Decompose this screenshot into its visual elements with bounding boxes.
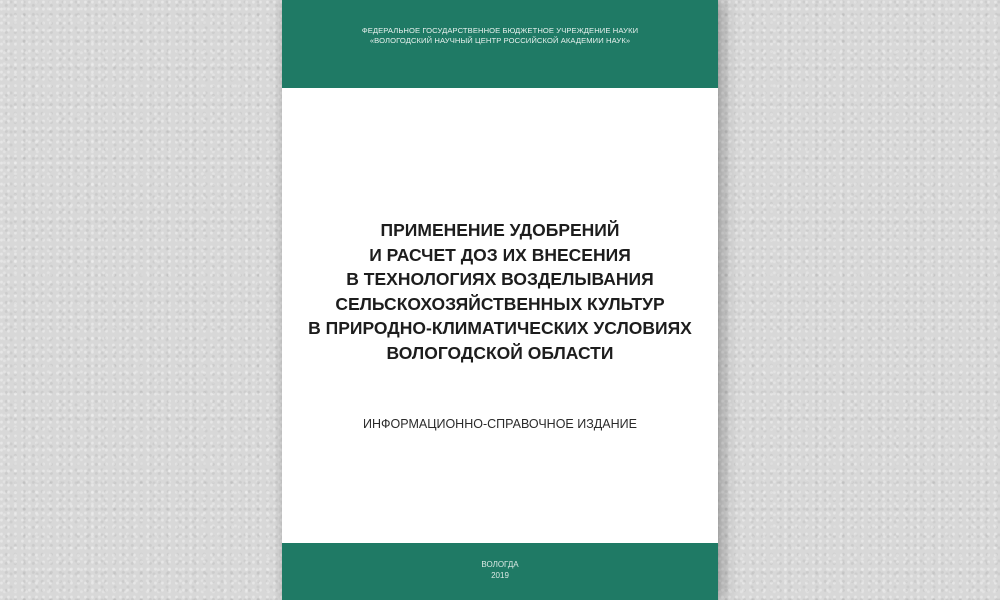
title-line-4: СЕЛЬСКОХОЗЯЙСТВЕННЫХ КУЛЬТУР bbox=[335, 293, 665, 314]
publisher-line-1: ФЕДЕРАЛЬНОЕ ГОСУДАРСТВЕННОЕ БЮДЖЕТНОЕ УЧРЕЖДЕНИЕ НАУКИ bbox=[361, 26, 639, 35]
title-line-3: В ТЕХНОЛОГИЯХ ВОЗДЕЛЫВАНИЯ bbox=[346, 269, 654, 290]
title-line-2: И РАСЧЕТ ДОЗ ИХ ВНЕСЕНИЯ bbox=[369, 244, 631, 265]
cover-bottom-band bbox=[282, 543, 718, 600]
book-cover bbox=[282, 0, 718, 600]
book-title bbox=[282, 218, 718, 366]
cover-top-band bbox=[282, 0, 718, 88]
book-subtitle: ИНФОРМАЦИОННО-СПРАВОЧНОЕ ИЗДАНИЕ bbox=[363, 417, 637, 431]
imprint-year: 2019 bbox=[491, 570, 509, 580]
title-line-5: В ПРИРОДНО-КЛИМАТИЧЕСКИХ УСЛОВИЯХ bbox=[308, 318, 692, 339]
title-line-1: ПРИМЕНЕНИЕ УДОБРЕНИЙ bbox=[380, 220, 620, 240]
title-line-6: ВОЛОГОДСКОЙ ОБЛАСТИ bbox=[386, 342, 614, 363]
publisher-name bbox=[282, 26, 718, 46]
imprint-city: ВОЛОГДА bbox=[481, 560, 519, 569]
imprint bbox=[282, 560, 718, 581]
publisher-line-2: «ВОЛОГОДСКИЙ НАУЧНЫЙ ЦЕНТР РОССИЙСКОЙ АКАДЕМИИ НАУК» bbox=[369, 36, 631, 45]
